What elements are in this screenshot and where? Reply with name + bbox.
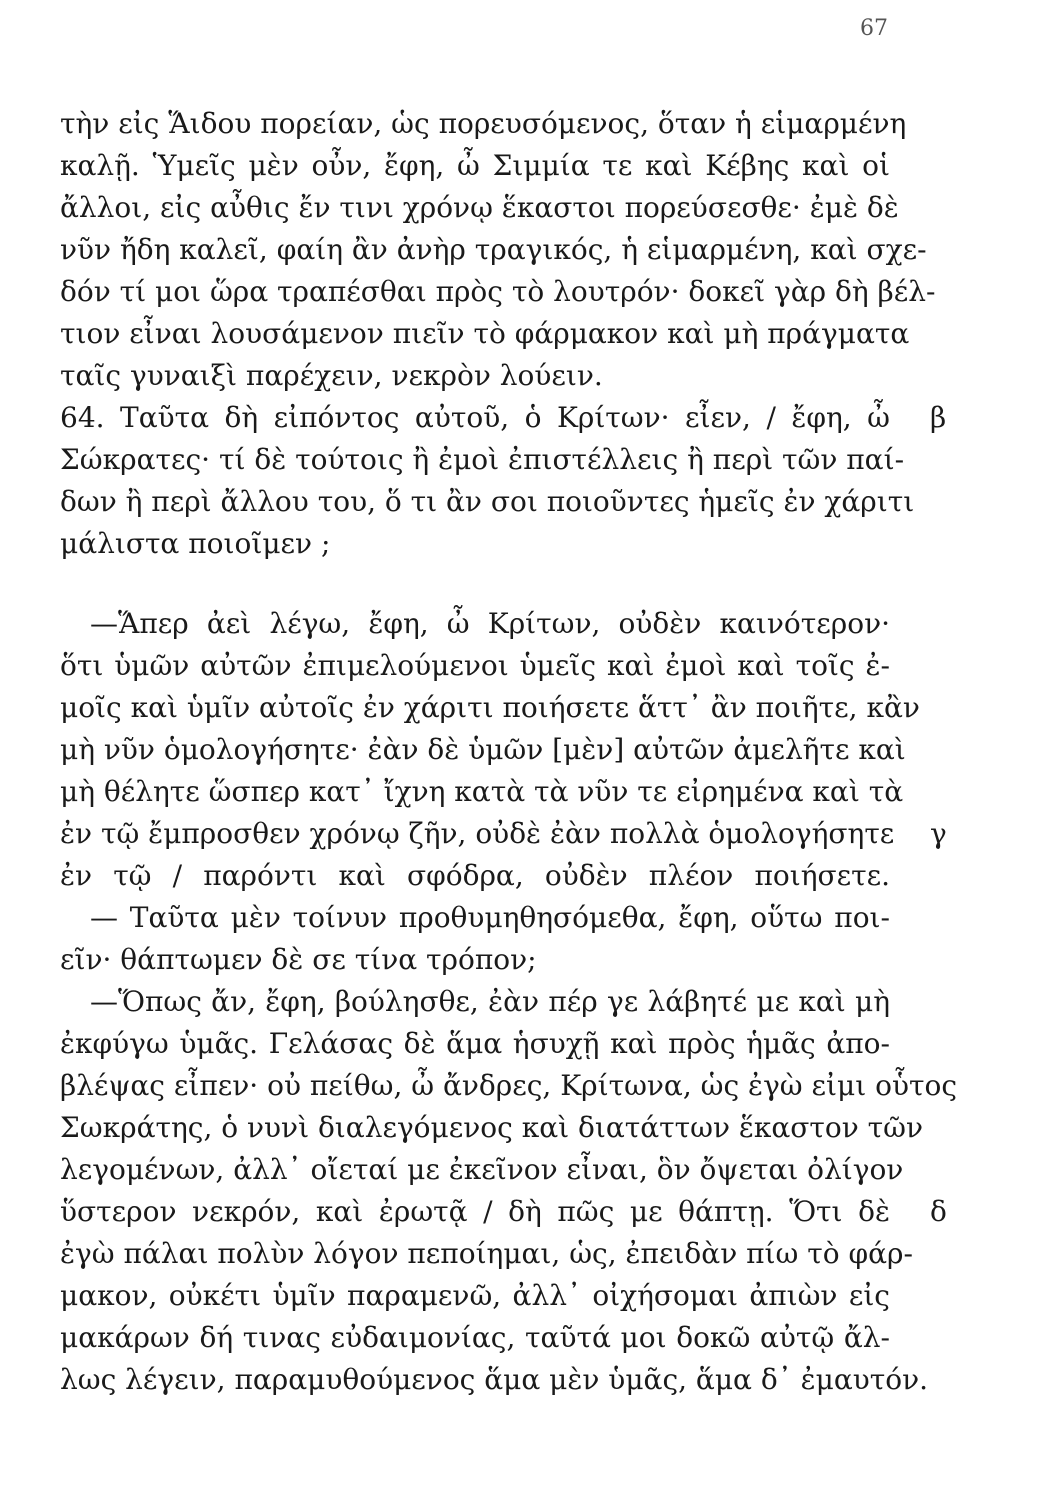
text-line: ἐν τῷ ἔμπροσθεν χρόνῳ ζῆν, οὐδὲ ἐὰν πολλὰ ὁμολογήσητε [60, 817, 895, 850]
text-line: τιον εἶναι λουσάμενον πιεῖν τὸ φάρμακον καὶ μὴ πράγματα [60, 317, 910, 350]
text-line: νῦν ἤδη καλεῖ, φαίη ἂν ἀνὴρ τραγικός, ἡ εἱμαρμένη, καὶ σχε- [60, 233, 927, 266]
text-line: ἐγὼ πάλαι πολὺν λόγον πεποίημαι, ὡς, ἐπειδὰν πίω τὸ φάρ- [60, 1237, 913, 1270]
page-number: 67 [860, 16, 888, 41]
text-line: καλῇ. Ὑμεῖς μὲν οὖν, ἔφη, ὦ Σιμμία τε καὶ Κέβης καὶ οἱ [60, 149, 890, 182]
text-line: 64. Ταῦτα δὴ εἰπόντος αὐτοῦ, ὁ Κρίτων· εἶεν, / ἔφη, ὦ [60, 401, 890, 434]
text-line: —Ἅπερ ἀεὶ λέγω, ἔφη, ὦ Κρίτων, οὐδὲν καινότερον· [90, 607, 890, 640]
text-line: μὴ νῦν ὁμολογήσητε· ἐὰν δὲ ὑμῶν [μὲν] αὐτῶν ἀμελῆτε καὶ [60, 733, 906, 766]
text-line: Σώκρατες· τί δὲ τούτοις ἢ ἐμοὶ ἐπιστέλλεις ἢ περὶ τῶν παί- [60, 443, 905, 476]
text-line: μοῖς καὶ ὑμῖν αὐτοῖς ἐν χάριτι ποιήσετε ἅττ᾽ ἂν ποιῆτε, κἂν [60, 691, 920, 724]
text-line: δόν τί μοι ὥρα τραπέσθαι πρὸς τὸ λουτρόν· δοκεῖ γὰρ δὴ βέλ- [60, 275, 936, 308]
text-line: εῖν· θάπτωμεν δὲ σε τίνα τρόπον; [60, 943, 537, 976]
text-line: ἄλλοι, εἰς αὖθις ἔν τινι χρόνῳ ἕκαστοι πορεύσεσθε· ἐμὲ δὲ [60, 191, 899, 224]
text-line: ἐν τῷ / παρόντι καὶ σφόδρα, οὐδὲν πλέον ποιήσετε. [60, 859, 890, 892]
text-line: ταῖς γυναιξὶ παρέχειν, νεκρὸν λούειν. [60, 359, 603, 392]
text-line: ὅτι ὑμῶν αὐτῶν ἐπιμελούμενοι ὑμεῖς καὶ ἐμοὶ καὶ τοῖς ἐ- [60, 649, 890, 682]
margin-marker-beta: β [930, 401, 947, 434]
text-line: μὴ θέλητε ὥσπερ κατ᾽ ἴχνη κατὰ τὰ νῦν τε εἰρημένα καὶ τὰ [60, 775, 904, 808]
text-line: λως λέγειν, παραμυθούμενος ἅμα μὲν ὑμᾶς, ἅμα δ᾽ ἐμαυτόν. [60, 1363, 929, 1396]
text-line: ὕστερον νεκρόν, καὶ ἐρωτᾷ / δὴ πῶς με θάπτῃ. Ὅτι δὲ [60, 1195, 890, 1228]
text-line: μάλιστα ποιοῖμεν ; [60, 527, 331, 560]
text-line: — Ταῦτα μὲν τοίνυν προθυμηθησόμεθα, ἔφη, οὕτω ποι- [90, 901, 890, 934]
text-line: —Ὅπως ἄν, ἔφη, βούλησθε, ἐὰν πέρ γε λάβητέ με καὶ μὴ [90, 985, 890, 1018]
text-line: λεγομένων, ἀλλ᾽ οἴεταί με ἐκεῖνον εἶναι, ὃν ὄψεται ὀλίγον [60, 1153, 904, 1186]
margin-marker-delta: δ [930, 1195, 947, 1228]
text-line: Σωκράτης, ὁ νυνὶ διαλεγόμενος καὶ διατάττων ἕκαστον τῶν [60, 1111, 924, 1144]
text-line: μακον, οὐκέτι ὑμῖν παραμενῶ, ἀλλ᾽ οἰχήσομαι ἀπιὼν εἰς [60, 1279, 890, 1312]
text-line: μακάρων δή τινας εὐδαιμονίας, ταῦτά μοι δοκῶ αὐτῷ ἄλ- [60, 1321, 890, 1354]
text-line: ἐκφύγω ὑμᾶς. Γελάσας δὲ ἅμα ἡσυχῇ καὶ πρὸς ἡμᾶς ἀπο- [60, 1027, 890, 1060]
text-line: βλέψας εἶπεν· οὐ πείθω, ὦ ἄνδρες, Κρίτωνα, ὡς ἐγὼ εἰμι οὗτος [60, 1069, 958, 1102]
text-line: δων ἢ περὶ ἄλλου του, ὅ τι ἂν σοι ποιοῦντες ἡμεῖς ἐν χάριτι [60, 485, 915, 518]
text-line: τὴν εἰς Ἅιδου πορείαν, ὡς πορευσόμενος, ὅταν ἡ εἱμαρμένη [60, 107, 907, 140]
margin-marker-gamma: γ [930, 817, 947, 850]
